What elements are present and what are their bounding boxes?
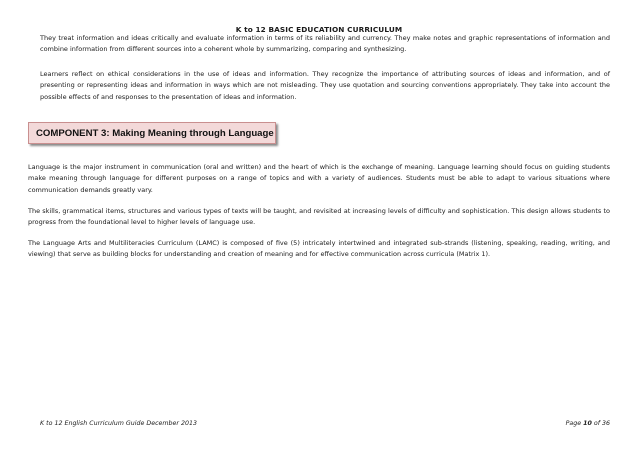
component-heading-title: COMPONENT 3: Making Meaning through Language [36,128,274,139]
body-paragraph-2: The skills, grammatical items, structures and various types of texts will be taught, and revisited at increasing levels of difficulty and sophistication. This design allows students to progress from the foundational level to higher levels of language use. [28,207,610,227]
body-paragraph-3: The Language Arts and Multiliteracies Curriculum (LAMC) is composed of five (5) intricately intertwined and integrated sub-strands (listening, speaking, reading, writing, and viewing) that serve as building blocks for understanding and creation of meaning and for effective communication across curricula (Matrix 1). [28,239,610,259]
footer-page-indicator [566,420,610,427]
component-heading-box [28,122,276,144]
intro-paragraph-2: Learners reflect on ethical considerations in the use of ideas and information. They recognize the importance of attributing sources of ideas and information, and of presenting or representing ideas and information in ways which are not misleading. They use quotation and sourcing conventions appropriately. They take into account the possible effects of and responses to the presentation of ideas and information. [40,70,610,101]
intro-paragraph-1: They treat information and ideas critically and evaluate information in terms of its reliability and currency. They make notes and graphic representations of information and combine information from different sources into a coherent whole by summarizing, comparing and synthesizing. [40,34,610,54]
page-label: Page [565,420,584,427]
footer-guide-title: K to 12 English Curriculum Guide December 2013 [40,420,198,427]
body-paragraph-1: Language is the major instrument in communication (oral and written) and the heart of which is the exchange of meaning. Language learning should focus on guiding students make meaning through language for different purposes on a range of topics and with a variety of audiences. Students must be able to adapt to various situations where communication demands greatly vary. [28,163,610,194]
page-number: 10 [583,420,592,427]
document-header: K to 12 BASIC EDUCATION CURRICULUM [235,25,403,34]
page-total: of 36 [591,420,610,427]
